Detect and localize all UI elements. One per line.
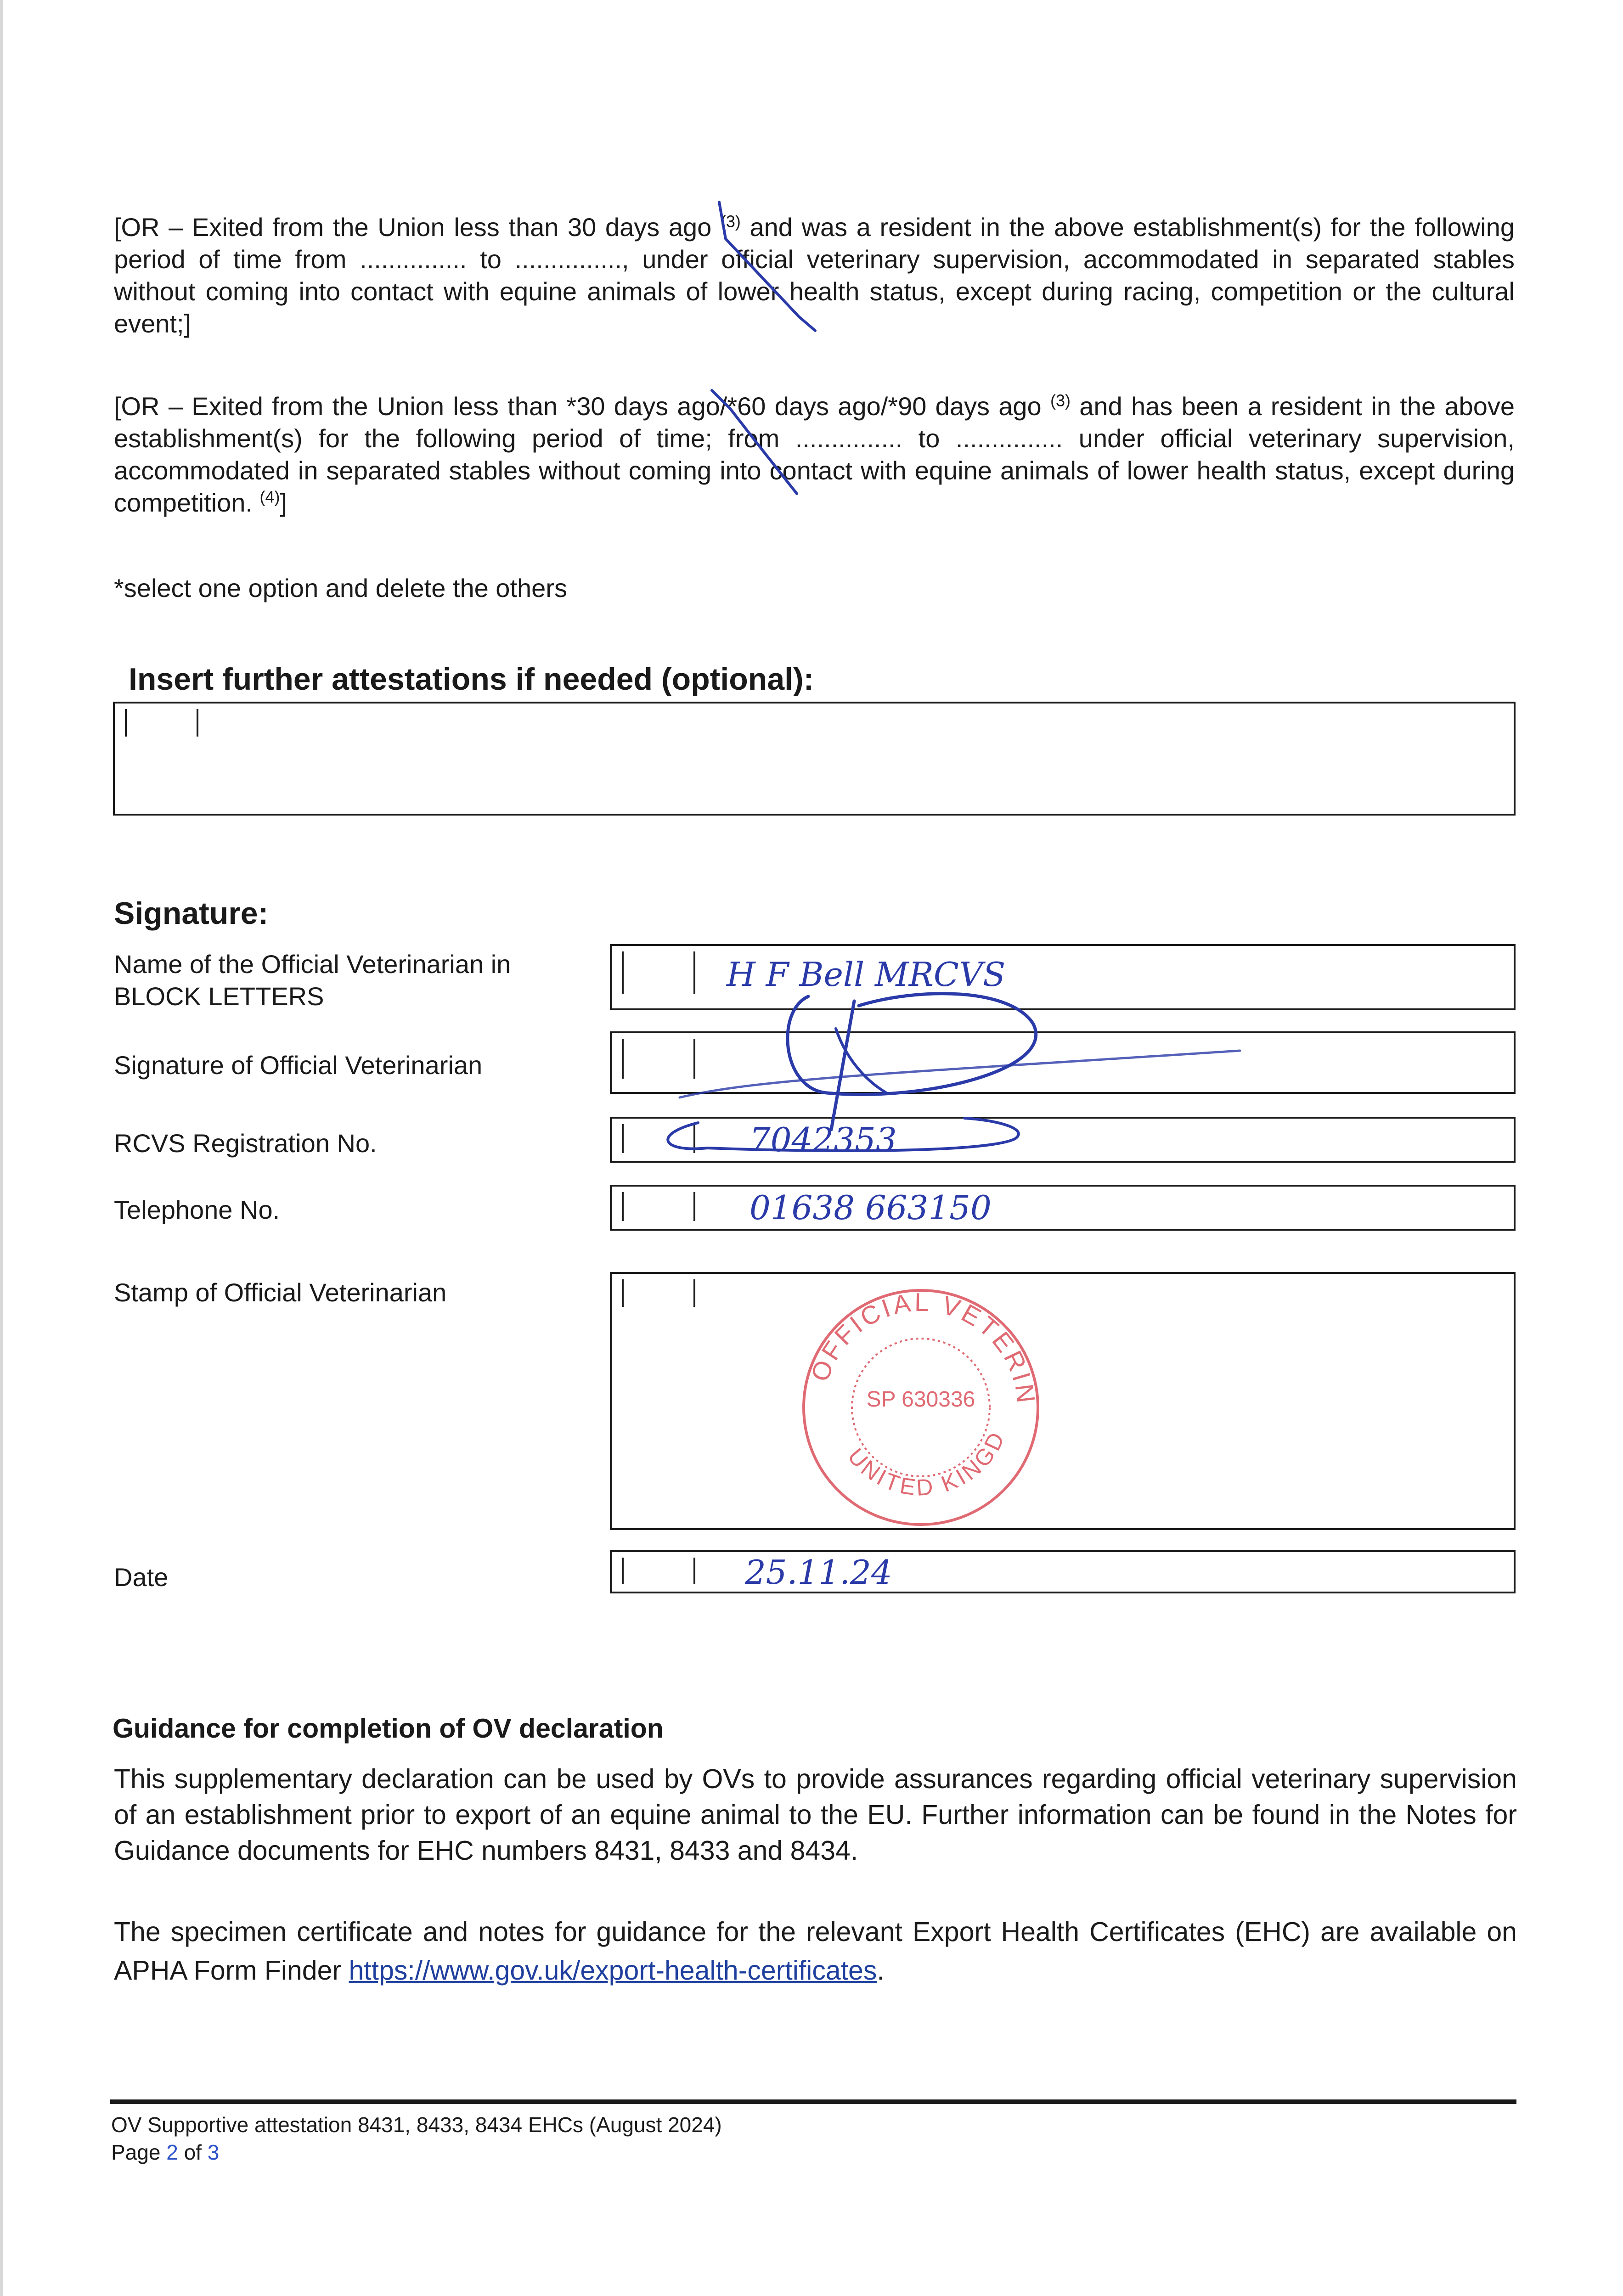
date-value: 25.11.24 [745, 1553, 892, 1592]
footer-title: OV Supportive attestation 8431, 8433, 8434 EHCs (August 2024) [111, 2113, 722, 2137]
field-marker [693, 951, 695, 994]
select-option-note: *select one option and delete the others [114, 574, 567, 602]
date-field[interactable] [610, 1550, 1516, 1593]
name-field[interactable] [610, 944, 1516, 1010]
export-health-certificates-link[interactable]: https://www.gov.uk/export-health-certificates [349, 1955, 877, 1986]
exit-30-60-90-days-paragraph: [OR – Exited from the Union less than *30 days ago/*60 days ago/*90 days ago $^{(3)}$ and has been a resident in the above establishment(s) for the following period of time; from ............... to ............... under official veterinary supervision, accommodated in separated stables without coming into contact with equine animals of lower health status, except during competition. $^{(4)}$] [114, 391, 1515, 517]
name-value: H F Bell MRCVS [727, 955, 1006, 994]
field-marker [622, 951, 624, 994]
field-marker [622, 1279, 624, 1307]
field-marker [622, 1039, 624, 1079]
field-marker [622, 1124, 624, 1153]
phone-field[interactable] [610, 1185, 1516, 1231]
stamp-ring-top: OFFICIAL VETERIN [805, 1287, 1041, 1407]
field-marker [622, 1192, 624, 1221]
exit-30-days-paragraph: [OR – Exited from the Union less than 30 days ago $^{(3)}$ and was a resident in the above establishment(s) for the following period of time from ............... to ..............., under official veterinary supervision, accommodated in separated stables without coming into contact with equine animals of lower health status, except during racing, competition or the cultural event;] [114, 212, 1515, 338]
field-marker [693, 1279, 695, 1307]
page-edge [0, 0, 3, 2296]
stamp-number: SP 630336 [866, 1387, 975, 1412]
rcvs-label: RCVS Registration No. [114, 1129, 377, 1158]
further-attestations-field[interactable] [113, 702, 1516, 816]
further-attestations-heading: Insert further attestations if needed (optional): [129, 662, 814, 697]
stamp-field[interactable] [610, 1272, 1516, 1530]
field-marker [622, 1558, 624, 1584]
footer-divider [110, 2099, 1516, 2104]
guidance-heading: Guidance for completion of OV declaration [113, 1713, 664, 1744]
field-marker [125, 709, 127, 737]
field-marker [693, 1192, 695, 1221]
signature-heading: Signature: [114, 896, 269, 931]
stamp-ring-bottom: UNITED KINGD [843, 1426, 1011, 1501]
page-number: Page 2 of 3 [111, 2140, 220, 2164]
signature-field[interactable] [610, 1031, 1516, 1094]
field-marker [693, 1124, 695, 1153]
guidance-paragraph: This supplementary declaration can be used by OVs to provide assurances regarding official veterinary supervision of an establishment prior to export of an equine animal to the EU. Further information can be found in the Notes for Guidance documents for EHC numbers 8431, 8433 and 8434. [114, 1764, 1517, 1866]
stamp-label: Stamp of Official Veterinarian [114, 1278, 447, 1307]
official-veterinarian-stamp [792, 1274, 1049, 1531]
signature-label: Signature of Official Veterinarian [114, 1051, 483, 1080]
field-marker [197, 709, 198, 737]
date-label: Date [114, 1563, 169, 1592]
field-marker [693, 1039, 695, 1079]
rcvs-value: 7042353 [750, 1120, 897, 1159]
phone-value: 01638 663150 [750, 1188, 992, 1227]
name-label: Name of the Official Veterinarian in BLOCK LETTERS [114, 950, 511, 1011]
form-finder-paragraph: The specimen certificate and notes for guidance for the relevant Export Health Certificates (EHC) are available on APHA Form Finder https://www.gov.uk/export-health-certificates. [114, 1917, 1517, 1986]
field-marker [693, 1558, 695, 1584]
phone-label: Telephone No. [114, 1195, 280, 1224]
rcvs-field[interactable] [610, 1117, 1516, 1163]
